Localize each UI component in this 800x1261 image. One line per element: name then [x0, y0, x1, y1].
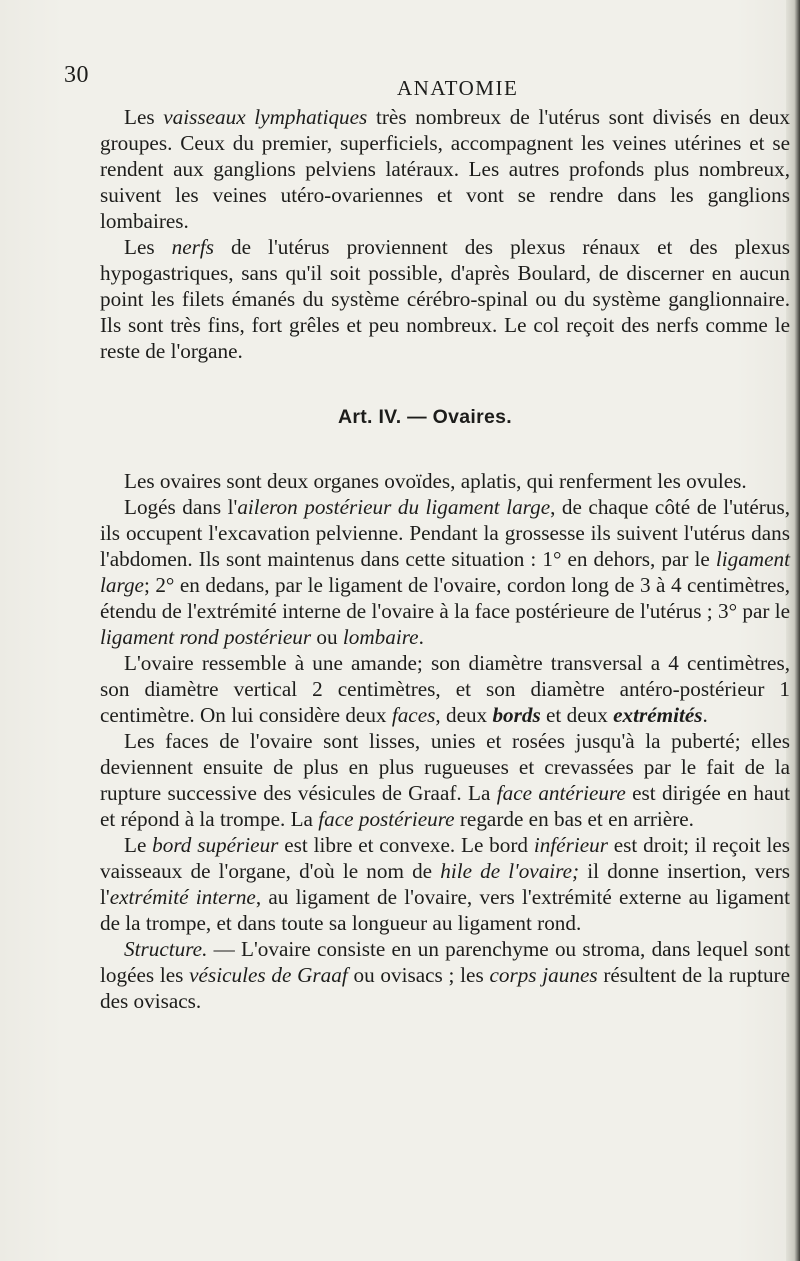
paragraph-nerves: Les nerfs de l'utérus proviennent des plexus rénaux et des plexus hypogastriques, sans qu'il soit possible, d'après Boulard, de discerner en aucun point les filets émanés du système cérébro-spinal ou du système ganglionnaire. Ils sont très fins, fort grêles et peu nombreux. Le col reçoit des nerfs comme le reste de l'organe. [100, 235, 790, 363]
section-uterus-continued [100, 104, 790, 1014]
running-head: ANATOMIE [397, 76, 519, 100]
paragraph-lymphatics: Les vaisseaux lymphatiques très nombreux de l'utérus sont divisés en deux groupes. Ceux du premier, superficiels, accompagnent les veines utérines et se rendent aux ganglions pelviens latéraux. Les autres profonds plus nombreux, suivent les veines utéro-ovariennes et vont se rendre dans les ganglions lombaires. [100, 105, 790, 233]
paragraph-ovaries-shape: L'ovaire ressemble à une amande; son diamètre transversal a 4 centimètres, son diamètre vertical 2 centimètres, et son diamètre antéro-postérieur 1 centimètre. On lui considère deux faces, deux bords et deux extrémités. [100, 651, 790, 727]
paragraph-ovaries-faces: Les faces de l'ovaire sont lisses, unies et rosées jusqu'à la puberté; elles deviennent ensuite de plus en plus rugueuses et crevassées par le fait de la rupture successive des vésicules de Graaf. La face antérieure est dirigée en haut et répond à la trompe. La face postérieure regarde en bas et en arrière. [100, 729, 790, 831]
article-heading: Art. IV. — Ovaires. [337, 406, 513, 428]
paragraph-ovaries-borders: Le bord supérieur est libre et convexe. Le bord inférieur est droit; il reçoit les vaisseaux de l'organe, d'où le nom de hile de l'ovaire; il donne insertion, vers l'extrémité interne, au ligament de l'ovaire, vers l'extrémité externe au ligament de la trompe, et dans toute sa longueur au ligament rond. [100, 833, 791, 935]
paragraph-ovaries-intro: Les ovaires sont deux organes ovoïdes, aplatis, qui renferment les ovules. [124, 469, 747, 493]
page-number: 30 [64, 62, 89, 88]
page-header [64, 62, 764, 102]
paragraph-ovaries-structure: Structure. — L'ovaire consiste en un parenchyme ou stroma, dans lequel sont logées les vésicules de Graaf ou ovisacs ; les corps jaunes résultent de la rupture des ovisacs. [100, 937, 791, 1013]
paragraph-ovaries-position: Logés dans l'aileron postérieur du ligament large, de chaque côté de l'utérus, ils occupent l'excavation pelvienne. Pendant la grossesse ils suivent l'utérus dans l'abdomen. Ils sont maintenus dans cette situation : 1° en dehors, par le ligament large; 2° en dedans, par le ligament de l'ovaire, cordon long de 3 à 4 centimètres, étendu de l'extrémité interne de l'ovaire à la face postérieure de l'utérus ; 3° par le ligament rond postérieur ou lombaire. [100, 495, 790, 649]
